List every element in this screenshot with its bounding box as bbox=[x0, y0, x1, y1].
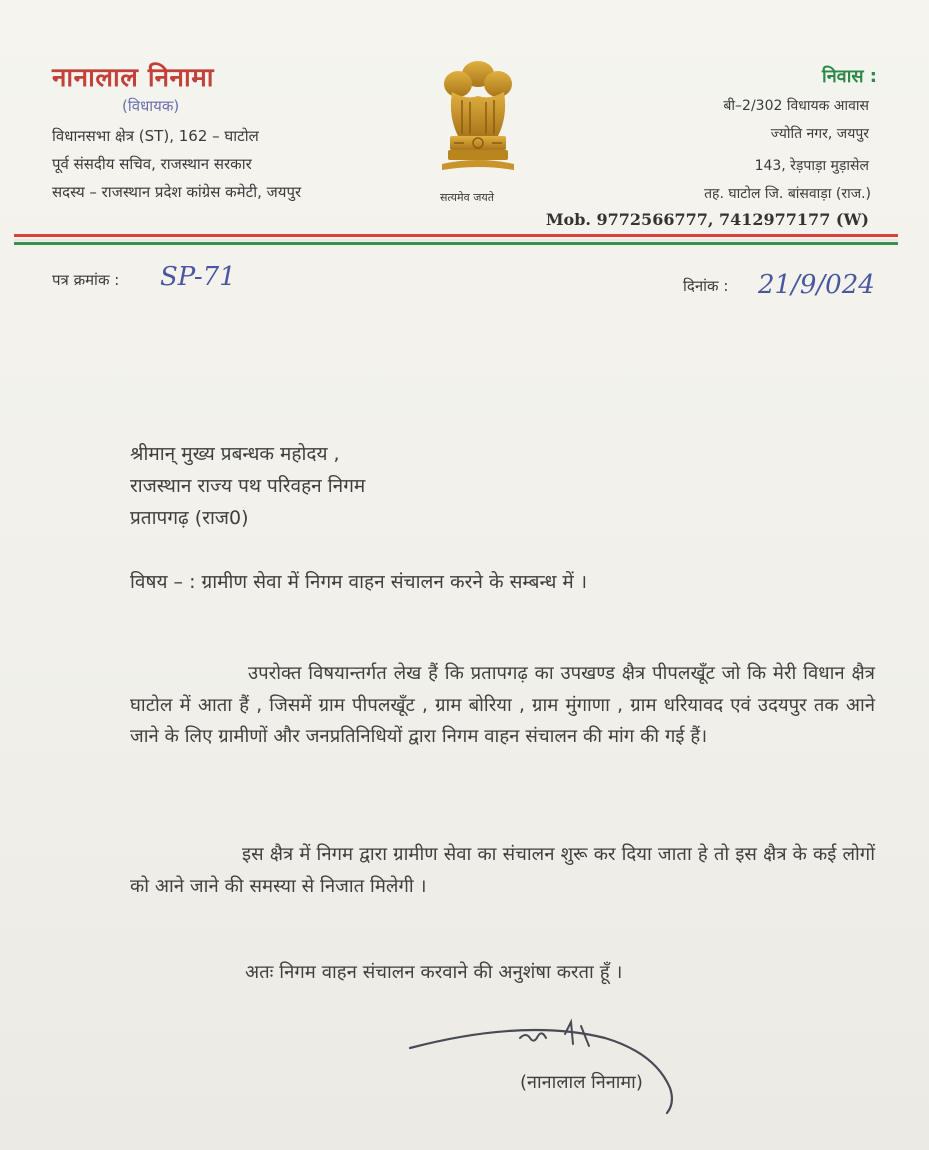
signatory-name: (नानालाल निनामा) bbox=[520, 1072, 643, 1093]
body-paragraph-1: उपरोक्त विषयान्तर्गत लेख हैं कि प्रतापगढ़ का उपखण्ड क्षैत्र पीपलखूँट जो कि मेरी विधान क्षैत्र घाटोल में आता हैं , जिसमें ग्राम पीपलखूँट , ग्राम बोरिया , ग्राम मुंगाणा , ग्राम धरियावद एवं उदयपुर तक आने जाने के लिए ग्रामीणों और जनप्रतिनिधियों द्वारा निगम वाहन संचालन की मांग की गई हैं। bbox=[130, 663, 875, 747]
date-label: दिनांक : bbox=[683, 277, 729, 295]
residence-line-1: बी–2/302 विधायक आवास bbox=[723, 98, 869, 114]
residence-label: निवास : bbox=[822, 66, 877, 87]
subject-line: विषय – : ग्रामीण सेवा में निगम वाहन संचालन करने के सम्बन्ध में । bbox=[130, 571, 588, 593]
addressee-line-3: प्रतापगढ़ (राज0) bbox=[130, 507, 249, 529]
mobile-numbers: Mob. 9772566777, 7412977177 (W) bbox=[545, 210, 869, 229]
residence-line-2: ज्योति नगर, जयपुर bbox=[770, 126, 869, 142]
addressee-line-1: श्रीमान् मुख्य प्रबन्धक महोदय , bbox=[130, 443, 340, 465]
red-divider bbox=[14, 234, 898, 237]
residence-line-4: तह. घाटोल जि. बांसवाड़ा (राज.) bbox=[704, 186, 871, 202]
addressee-line-2: राजस्थान राज्य पथ परिवहन निगम bbox=[130, 475, 366, 497]
signature-scribble-icon bbox=[405, 1008, 695, 1118]
national-emblem-icon bbox=[428, 56, 528, 196]
date-value: 21/9/024 bbox=[758, 270, 875, 300]
emblem-motto: सत्यमेव जयते bbox=[440, 191, 495, 204]
white-divider bbox=[14, 239, 898, 241]
reference-value: SP-71 bbox=[160, 262, 236, 292]
letterhead-name: नानालाल निनामा bbox=[52, 63, 214, 93]
body-paragraph-3: अतः निगम वाहन संचालन करवाने की अनुशंषा करता हूँ । bbox=[245, 962, 623, 983]
green-divider bbox=[14, 242, 898, 245]
letterhead-line-1: विधानसभा क्षेत्र (ST), 162 – घाटोल bbox=[52, 127, 259, 145]
residence-line-3: 143, रेड़पाड़ा मुड़ासेल bbox=[754, 158, 869, 174]
reference-label: पत्र क्रमांक : bbox=[52, 271, 120, 289]
letterhead-line-2: पूर्व संसदीय सचिव, राजस्थान सरकार bbox=[52, 155, 252, 173]
letterhead-designation: (विधायक) bbox=[122, 97, 180, 115]
letterhead-line-3: सदस्य – राजस्थान प्रदेश कांग्रेस कमेटी, जयपुर bbox=[52, 183, 302, 201]
body-paragraph-2: इस क्षैत्र में निगम द्वारा ग्रामीण सेवा का संचालन शुरू कर दिया जाता हे तो इस क्षैत्र के कई लोगों को आने जाने की समस्या से निजात मिलेगी । bbox=[130, 844, 875, 897]
